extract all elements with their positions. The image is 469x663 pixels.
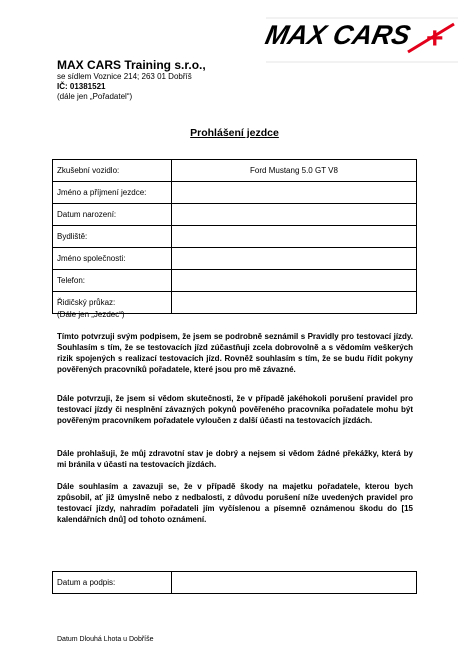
form-label-company: Jméno společnosti: xyxy=(53,248,172,270)
document-title: Prohlášení jezdce xyxy=(190,127,279,139)
form-label-license: Řidičský průkaz: xyxy=(53,292,172,314)
signature-label: Datum a podpis: xyxy=(53,572,172,594)
paragraph-rules: Tímto potvrzuji svým podpisem, že jsem se podrobně seznámil s Pravidly pro testovací jízdy. Souhlasím s tím, že se testovacích jízd zúčastňuji zcela dobrovolně a s vědomím veškerých rizik spojených s realizací testovacích jízd. Rovněž souhlasím s tím, že se budu řídit pokyny pověřených pracovníků pořadatele, které jsou pro mě závazné. xyxy=(57,332,413,374)
form-row xyxy=(53,160,417,182)
signature-row xyxy=(53,572,417,594)
signature-field[interactable] xyxy=(172,572,417,594)
form-label-phone: Telefon: xyxy=(53,270,172,292)
signature-table xyxy=(52,571,417,594)
form-row xyxy=(53,248,417,270)
company-name: MAX CARS Training s.r.o., xyxy=(57,58,206,72)
form-row xyxy=(53,226,417,248)
form-label-residence: Bydliště: xyxy=(53,226,172,248)
company-header xyxy=(57,58,317,102)
logo-plus: + xyxy=(426,22,444,55)
paragraph-damages: Dále souhlasím a zavazuji se, že v případě škody na majetku pořadatele, kterou bych způsobil, ať již úmyslně nebo z nedbalosti, z důvodu porušení níže uvedených pravidel pro testovací jízdy, nahradím pořadateli jím vyčíslenou a písemně oznámenou škodu do [15 kalendářních dnů] od tohoto oznámení. xyxy=(57,482,413,524)
footer-date-place: Datum Dlouhá Lhota u Dobříše xyxy=(57,636,154,643)
company-address: se sídlem Voznice 214; 263 01 Dobříš xyxy=(57,72,192,81)
form-field-residence[interactable] xyxy=(172,226,417,248)
form-field-phone[interactable] xyxy=(172,270,417,292)
form-value-vehicle: Ford Mustang 5.0 GT V8 xyxy=(172,160,417,182)
form-field-birth-date[interactable] xyxy=(172,204,417,226)
paragraph-health: Dále prohlašuji, že můj zdravotní stav je dobrý a nejsem si vědom žádné překážky, která by mi bránila v účasti na testovacích jízdách. xyxy=(57,449,413,469)
paragraph-exclusion: Dále potvrzuji, že jsem si vědom skutečnosti, že v případě jakéhokoli porušení pravidel pro testovací jízdy či nesplnění závazných pokynů pověřeného pracovníka pořadatele mohu být pověřeným pracovníkem pořadatele vyloučen z další účasti na testovacích jízdách. xyxy=(57,394,413,425)
form-label-birth-date: Datum narození: xyxy=(53,204,172,226)
form-field-license[interactable] xyxy=(172,292,417,314)
company-ic: IČ: 01381521 xyxy=(57,82,106,91)
form-row xyxy=(53,204,417,226)
form-row xyxy=(53,182,417,204)
form-label-vehicle: Zkušební vozidlo: xyxy=(53,160,172,182)
driver-form-table xyxy=(52,159,417,314)
form-row xyxy=(53,270,417,292)
company-alias: (dále jen „Pořadatel“) xyxy=(57,92,133,101)
driver-alias: (Dále jen „Jezdec“) xyxy=(57,310,125,319)
form-field-driver-name[interactable] xyxy=(172,182,417,204)
form-field-company[interactable] xyxy=(172,248,417,270)
logo-text: MAX CARS xyxy=(262,19,414,50)
form-label-driver-name: Jméno a příjmení jezdce: xyxy=(53,182,172,204)
